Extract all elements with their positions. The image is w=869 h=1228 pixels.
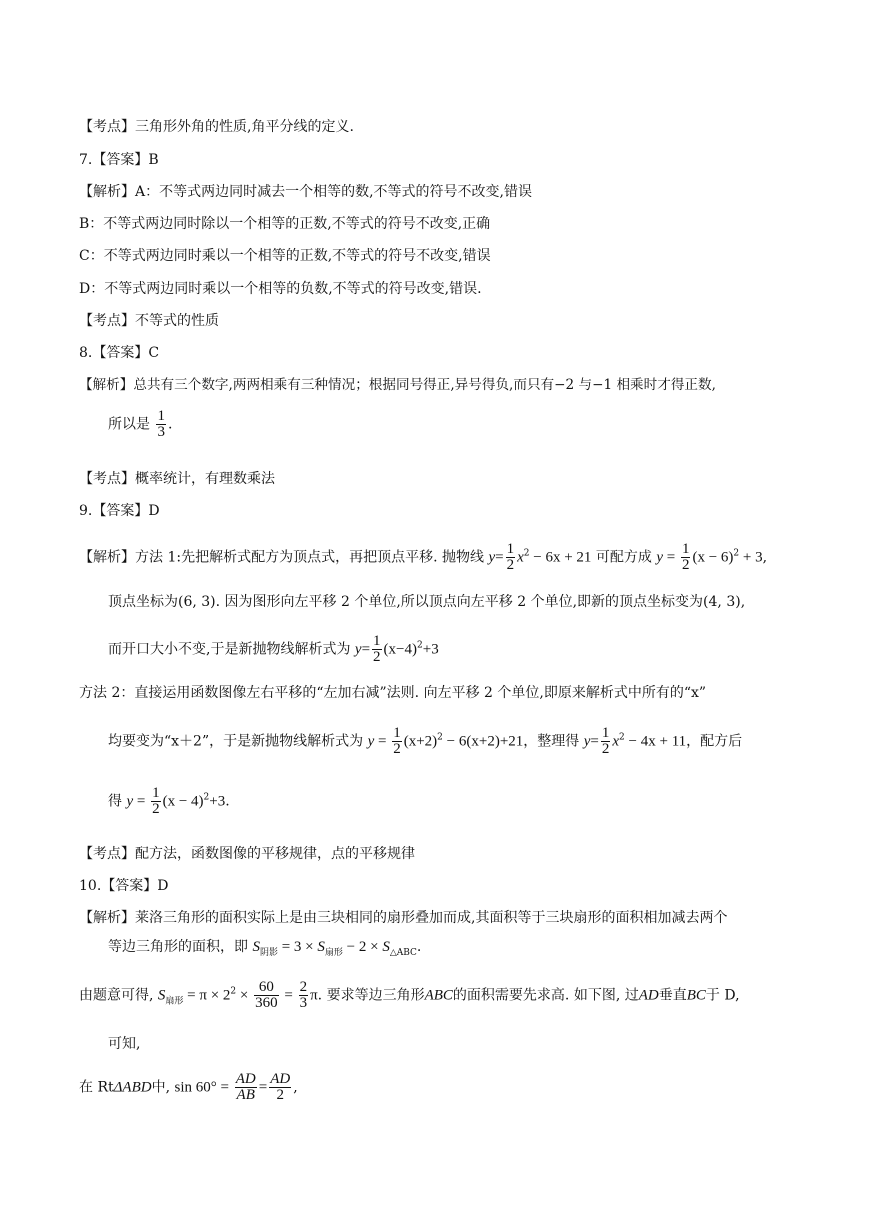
kaodian-9: 【考点】配方法，函数图像的平移规律，点的平移规律 bbox=[79, 846, 415, 862]
answer-8: 8.【答案】C bbox=[79, 345, 160, 361]
analysis-10-e: 在 RtΔABD中, sin 60° = $\frac{AD}{AB}$ = $\frac{AD}{2}$ , bbox=[79, 1071, 298, 1103]
analysis-9-vertex: 顶点坐标为(6, 3). 因为图形向左平移 2 个单位,所以顶点向左平移 2 个单位,即新的顶点坐标变为(4, 3), bbox=[108, 594, 746, 610]
fraction-one-third: $\frac{1}{3}$ bbox=[157, 408, 165, 440]
kaodian-8: 【考点】概率统计，有理数乘法 bbox=[79, 471, 275, 487]
analysis-7-b: B：不等式两边同时除以一个相等的正数,不等式的符号不改变,正确 bbox=[79, 216, 491, 232]
analysis-9-method2: 方法 2：直接运用函数图像左右平移的“左加右减”法则. 向左平移 2 个单位,即原来解析式中所有的“x” bbox=[79, 685, 707, 701]
kaodian-7: 【考点】不等式的性质 bbox=[79, 313, 219, 329]
kaodian-line-1: 【考点】三角形外角的性质,角平分线的定义. bbox=[79, 119, 354, 135]
answer-9: 9.【答案】D bbox=[79, 503, 160, 519]
analysis-9-newfunc: 而开口大小不变,于是新抛物线解析式为 y= $\frac{1}{2}$ $(x-4)^2+3$ bbox=[108, 633, 439, 665]
analysis-10-c: 由题意可得, $S_{扇形} = \pi \times 2^2$ × $\frac{60}{360}$ = $\frac{2}{3}$ π. 要求等边三角形ABC的面积需要先求高. 如下图, 过AD垂直BC于 D, bbox=[79, 979, 740, 1011]
analysis-8-result: 所以是 $\frac{1}{3}$ . bbox=[108, 408, 173, 440]
answer-7: 7.【答案】B bbox=[79, 152, 159, 168]
analysis-9-method2-b: 均要变为“x＋2”，于是新抛物线解析式为 y = $\frac{1}{2}$ $(x+2)^2 - 6(x+2)+21$，整理得 y= $\frac{1}{2}$ $x^2 - 4x + 11$，配方后 bbox=[108, 725, 743, 757]
analysis-10-d: 可知, bbox=[108, 1036, 141, 1052]
analysis-7-a: 【解析】A：不等式两边同时减去一个相等的数,不等式的符号不改变,错误 bbox=[79, 184, 533, 200]
analysis-8: 【解析】总共有三个数字,两两相乘有三种情况；根据同号得正,异号得负,而只有−2 与−1 相乘时才得正数, bbox=[79, 377, 716, 393]
analysis-7-d: D：不等式两边同时乘以一个相等的负数,不等式的符号改变,错误. bbox=[79, 281, 482, 297]
analysis-10-a: 【解析】莱洛三角形的面积实际上是由三块相同的扇形叠加而成,其面积等于三块扇形的面积相加减去两个 bbox=[79, 910, 728, 926]
analysis-10-b: 等边三角形的面积，即 $S_{阴影} = 3 \times S_{扇形} - 2 \times S_{\triangle ABC}$. bbox=[108, 939, 422, 958]
analysis-7-c: C：不等式两边同时乘以一个相等的正数,不等式的符号不改变,错误 bbox=[79, 248, 491, 264]
answer-10: 10.【答案】D bbox=[79, 878, 169, 894]
analysis-9-method1: 【解析】方法 1:先把解析式配方为顶点式，再把顶点平移. 抛物线 y= $\frac{1}{2}$ $x^2 - 6x + 21$ 可配方成 y = $\frac{1}{2}$ $(x - 6)^2 + 3$, bbox=[79, 541, 768, 573]
analysis-9-result: 得 y = $\frac{1}{2}$ $(x - 4)^2+3$. bbox=[108, 785, 230, 817]
